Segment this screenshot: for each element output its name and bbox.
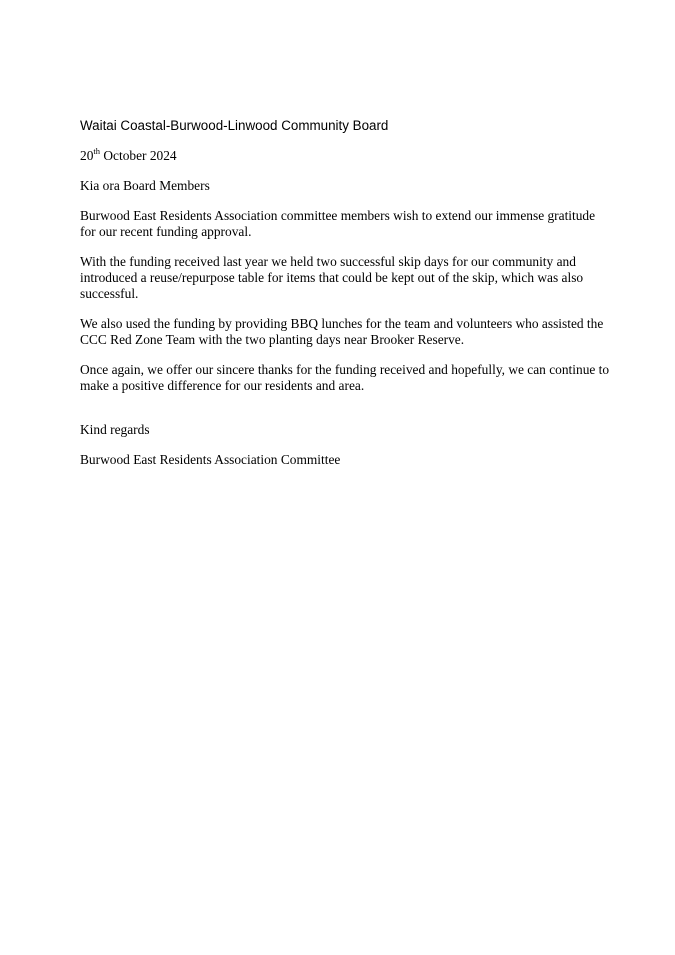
signature: Burwood East Residents Association Committee <box>80 452 341 467</box>
paragraph-bbq-lunches: We also used the funding by providing BBQ lunches for the team and volunteers who assisted the CCC Red Zone Team with the two planting days near Brooker Reserve. <box>80 316 604 347</box>
addressee-line: Waitai Coastal-Burwood-Linwood Community Board <box>80 118 389 133</box>
paragraph-thanks: Once again, we offer our sincere thanks for the funding received and hopefully, we can continue to make a positive difference for our residents and area. <box>80 362 610 393</box>
closing: Kind regards <box>80 422 150 437</box>
paragraph-gratitude: Burwood East Residents Association committee members wish to extend our immense gratitude for our recent funding approval. <box>80 208 596 239</box>
letter-body <box>80 118 610 482</box>
date-month-year: October 2024 <box>100 148 177 163</box>
letter-date <box>80 145 610 164</box>
date-day: 20 <box>80 148 94 163</box>
greeting: Kia ora Board Members <box>80 178 210 193</box>
paragraph-skip-days: With the funding received last year we held two successful skip days for our community and introduced a reuse/repurpose table for items that could be kept out of the skip, which was also successful. <box>80 254 584 301</box>
date-ordinal-suffix: th <box>93 145 101 156</box>
